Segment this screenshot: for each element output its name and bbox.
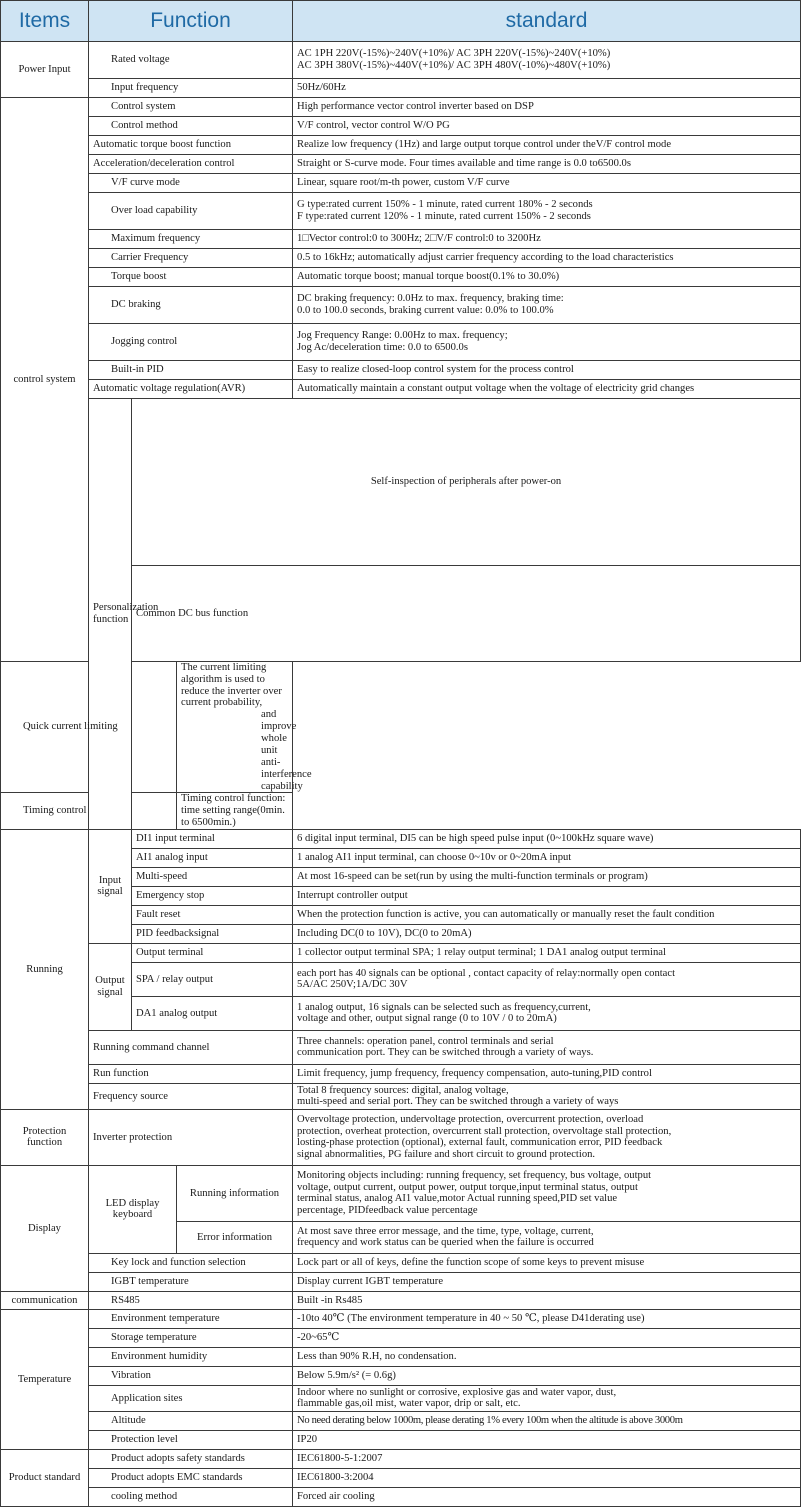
function-multi-speed: Multi-speed bbox=[132, 867, 293, 886]
standard-max-freq: 1□Vector control:0 to 300Hz; 2□V/F control:0 to 3200Hz bbox=[293, 230, 801, 249]
table-row bbox=[1, 230, 801, 249]
header-row bbox=[1, 1, 801, 42]
standard-inverter-protection: Overvoltage protection, undervoltage protection, overcurrent protection, overload protection, overheat protection, overcurrent stall protection, overvoltage stall protection, losting-phase protection (optional), external fault, communication error, PID feedback signal abnormalities, PG failure and short circuit to ground protection. bbox=[293, 1109, 801, 1165]
function-ai1: AI1 analog input bbox=[132, 848, 293, 867]
function-app-sites: Application sites bbox=[89, 1385, 293, 1411]
standard-ai1: 1 analog AI1 input terminal, can choose 0~10v or 0~20mA input bbox=[293, 848, 801, 867]
standard-pid: Easy to realize closed-loop control system for the process control bbox=[293, 361, 801, 380]
standard-app-sites: Indoor where no sunlight or corrosive, explosive gas and water vapor, dust, flammable gas,oil mist, water vapor, drip or salt, etc. bbox=[293, 1385, 801, 1411]
category-temperature: Temperature bbox=[1, 1309, 89, 1449]
standard-run-cmd: Three channels: operation panel, control terminals and serial communication port. They can be switched through a variety of ways. bbox=[293, 1030, 801, 1064]
table-row bbox=[1, 1083, 801, 1109]
standard-cooling: Forced air cooling bbox=[293, 1487, 801, 1506]
standard-carrier-freq: 0.5 to 16kHz; automatically adjust carrier frequency according to the load characteristics bbox=[293, 249, 801, 268]
function-accel-decel: Acceleration/deceleration control bbox=[89, 155, 293, 174]
table-row bbox=[1, 98, 801, 117]
standard-control-system: High performance vector control inverter based on DSP bbox=[293, 98, 801, 117]
table-row bbox=[1, 1064, 801, 1083]
function-inverter-protection: Inverter protection bbox=[89, 1109, 293, 1165]
standard-error-info: At most save three error message, and the time, type, voltage, current, frequency and work status can be queried when the failure is occurred bbox=[293, 1221, 801, 1253]
function-jogging: Jogging control bbox=[89, 324, 293, 361]
function-error-info: Error information bbox=[177, 1221, 293, 1253]
standard-quick-current: The current limiting algorithm is used to reduce the inverter over current probability, and improve whole unit anti-interference capability bbox=[177, 661, 293, 792]
table-row bbox=[1, 42, 801, 79]
standard-timing: Timing control function: time setting range(0min. to 6500min.) bbox=[177, 793, 293, 830]
table-row bbox=[1, 1347, 801, 1366]
standard-run-function: Limit frequency, jump frequency, frequency compensation, auto-tuning,PID control bbox=[293, 1064, 801, 1083]
standard-spa-relay: each port has 40 signals can be optional , contact capacity of relay:normally open contact 5A/AC 250V;1A/DC 30V bbox=[293, 962, 801, 996]
table-row bbox=[1, 193, 801, 230]
standard-da1: 1 analog output, 16 signals can be selected such as frequency,current, voltage and other, output signal range (0 to 10V / 0 to 20mA) bbox=[293, 996, 801, 1030]
table-row bbox=[1, 1449, 801, 1468]
table-row bbox=[1, 174, 801, 193]
function-header: Function bbox=[89, 1, 293, 42]
function-vf-curve: V/F curve mode bbox=[89, 174, 293, 193]
standard-input-frequency: 50Hz/60Hz bbox=[293, 79, 801, 98]
table-row bbox=[1, 1385, 801, 1411]
function-emergency: Emergency stop bbox=[132, 886, 293, 905]
items-header: Items bbox=[1, 1, 89, 42]
function-quick-current: Quick current limiting bbox=[1, 661, 177, 792]
category-display: Display bbox=[1, 1165, 89, 1291]
table-row bbox=[1, 1309, 801, 1328]
function-timing: Timing control bbox=[1, 793, 177, 830]
function-carrier-freq: Carrier Frequency bbox=[89, 249, 293, 268]
table-row bbox=[1, 1165, 801, 1221]
function-da1: DA1 analog output bbox=[132, 996, 293, 1030]
standard-fault-reset: When the protection function is active, you can automatically or manually reset the fault condition bbox=[293, 905, 801, 924]
function-run-function: Run function bbox=[89, 1064, 293, 1083]
table-row bbox=[1, 1272, 801, 1291]
function-vibration: Vibration bbox=[89, 1366, 293, 1385]
function-torque-boost-fn: Automatic torque boost function bbox=[89, 136, 293, 155]
function-cooling: cooling method bbox=[89, 1487, 293, 1506]
function-fault-reset: Fault reset bbox=[132, 905, 293, 924]
group-led-display: LED display keyboard bbox=[89, 1165, 177, 1253]
standard-env-humidity: Less than 90% R.H, no condensation. bbox=[293, 1347, 801, 1366]
function-avr: Automatic voltage regulation(AVR) bbox=[89, 380, 293, 399]
standard-emc-std: IEC61800-3:2004 bbox=[293, 1468, 801, 1487]
category-product-standard: Product standard bbox=[1, 1449, 89, 1506]
table-row bbox=[1, 1291, 801, 1309]
table-row bbox=[1, 1109, 801, 1165]
standard-accel-decel: Straight or S-curve mode. Four times available and time range is 0.0 to6500.0s bbox=[293, 155, 801, 174]
function-igbt: IGBT temperature bbox=[89, 1272, 293, 1291]
standard-torque-boost-fn: Realize low frequency (1Hz) and large output torque control under theV/F control mode bbox=[293, 136, 801, 155]
table-row bbox=[1, 287, 801, 324]
table-row bbox=[1, 361, 801, 380]
table-row bbox=[1, 117, 801, 136]
function-key-lock: Key lock and function selection bbox=[89, 1253, 293, 1272]
function-env-temp: Environment temperature bbox=[89, 1309, 293, 1328]
table-row bbox=[1, 155, 801, 174]
standard-running-info: Monitoring objects including: running frequency, set frequency, bus voltage, output voltage, output current, output power, output torque,input terminal status, output terminal status, analog AI1 value,motor Actual running speed,PID set value percentage, PIDfeedback value percentage bbox=[293, 1165, 801, 1221]
standard-rs485: Built -in Rs485 bbox=[293, 1291, 801, 1309]
function-rated-voltage: Rated voltage bbox=[89, 42, 293, 79]
standard-multi-speed: At most 16-speed can be set(run by using the multi-function terminals or program) bbox=[293, 867, 801, 886]
function-spa-relay: SPA / relay output bbox=[132, 962, 293, 996]
standard-altitude: No need derating below 1000m, please derating 1% every 100m when the altitude is above 3000m bbox=[293, 1411, 801, 1430]
standard-control-method: V/F control, vector control W/O PG bbox=[293, 117, 801, 136]
standard-safety-std: IEC61800-5-1:2007 bbox=[293, 1449, 801, 1468]
function-emc-std: Product adopts EMC standards bbox=[89, 1468, 293, 1487]
standard-env-temp: -10to 40℃ (The environment temperature in 40 ~ 50 ℃, please D41derating use) bbox=[293, 1309, 801, 1328]
category-communication: communication bbox=[1, 1291, 89, 1309]
standard-vibration: Below 5.9m/s² (= 0.6g) bbox=[293, 1366, 801, 1385]
standard-header: standard bbox=[293, 1, 801, 42]
function-control-system: Control system bbox=[89, 98, 293, 117]
function-self-inspection: Self-inspection of peripherals after power-on bbox=[132, 399, 801, 566]
standard-storage-temp: -20~65℃ bbox=[293, 1328, 801, 1347]
standard-output-terminal: 1 collector output terminal SPA; 1 relay output terminal; 1 DA1 analog output terminal bbox=[293, 943, 801, 962]
table-row bbox=[1, 249, 801, 268]
standard-emergency: Interrupt controller output bbox=[293, 886, 801, 905]
category-protection: Protection function bbox=[1, 1109, 89, 1165]
table-row bbox=[1, 1411, 801, 1430]
function-storage-temp: Storage temperature bbox=[89, 1328, 293, 1347]
table-row bbox=[1, 399, 801, 566]
function-rs485: RS485 bbox=[89, 1291, 293, 1309]
function-protection-level: Protection level bbox=[89, 1430, 293, 1449]
table-row bbox=[1, 1030, 801, 1064]
table-row bbox=[1, 829, 801, 848]
table-row bbox=[1, 793, 801, 830]
table-row bbox=[1, 661, 801, 792]
function-dc-braking: DC braking bbox=[89, 287, 293, 324]
table-row bbox=[1, 324, 801, 361]
table-row bbox=[1, 380, 801, 399]
standard-vf-curve: Linear, square root/m-th power, custom V/F curve bbox=[293, 174, 801, 193]
function-max-freq: Maximum frequency bbox=[89, 230, 293, 249]
table-row bbox=[1, 1328, 801, 1347]
function-running-info: Running information bbox=[177, 1165, 293, 1221]
function-output-terminal: Output terminal bbox=[132, 943, 293, 962]
standard-torque-boost: Automatic torque boost; manual torque boost(0.1% to 30.0%) bbox=[293, 268, 801, 287]
function-common-dc: Common DC bus function bbox=[132, 566, 801, 662]
category-running: Running bbox=[1, 829, 89, 1109]
standard-protection-level: IP20 bbox=[293, 1430, 801, 1449]
category-personalization: Personalization function bbox=[89, 399, 132, 830]
standard-di1: 6 digital input terminal, DI5 can be high speed pulse input (0~100kHz square wave) bbox=[293, 829, 801, 848]
table-row bbox=[1, 268, 801, 287]
function-pid: Built-in PID bbox=[89, 361, 293, 380]
standard-key-lock: Lock part or all of keys, define the function scope of some keys to prevent misuse bbox=[293, 1253, 801, 1272]
function-torque-boost: Torque boost bbox=[89, 268, 293, 287]
category-control-system: control system bbox=[1, 98, 89, 662]
group-input-signal: Input signal bbox=[89, 829, 132, 943]
standard-dc-braking: DC braking frequency: 0.0Hz to max. frequency, braking time: 0.0 to 100.0 seconds, braking current value: 0.0% to 100.0% bbox=[293, 287, 801, 324]
function-env-humidity: Environment humidity bbox=[89, 1347, 293, 1366]
table-row bbox=[1, 136, 801, 155]
table-row bbox=[1, 1253, 801, 1272]
function-control-method: Control method bbox=[89, 117, 293, 136]
function-di1: DI1 input terminal bbox=[132, 829, 293, 848]
table-row bbox=[1, 1366, 801, 1385]
table-row bbox=[1, 1430, 801, 1449]
function-input-frequency: Input frequency bbox=[89, 79, 293, 98]
table-row bbox=[1, 79, 801, 98]
standard-jogging: Jog Frequency Range: 0.00Hz to max. frequency; Jog Ac/deceleration time: 0.0 to 6500.0s bbox=[293, 324, 801, 361]
table-row bbox=[1, 943, 801, 962]
function-altitude: Altitude bbox=[89, 1411, 293, 1430]
function-overload: Over load capability bbox=[89, 193, 293, 230]
standard-pid-feedback: Including DC(0 to 10V), DC(0 to 20mA) bbox=[293, 924, 801, 943]
standard-freq-source: Total 8 frequency sources: digital, analog voltage, multi-speed and serial port. They can be switched through a variety of ways bbox=[293, 1083, 801, 1109]
table-row bbox=[1, 1468, 801, 1487]
standard-overload: G type:rated current 150% - 1 minute, rated current 180% - 2 seconds F type:rated current 120% - 1 minute, rated current 150% - 2 seconds bbox=[293, 193, 801, 230]
standard-igbt: Display current IGBT temperature bbox=[293, 1272, 801, 1291]
standard-rated-voltage: AC 1PH 220V(-15%)~240V(+10%)/ AC 3PH 220V(-15%)~240V(+10%) AC 3PH 380V(-15%)~440V(+10%)/ AC 3PH 480V(-10%)~480V(+10%) bbox=[293, 42, 801, 79]
table-row bbox=[1, 1487, 801, 1506]
function-run-cmd: Running command channel bbox=[89, 1030, 293, 1064]
group-output-signal: Output signal bbox=[89, 943, 132, 1030]
function-safety-std: Product adopts safety standards bbox=[89, 1449, 293, 1468]
category-power-input: Power Input bbox=[1, 42, 89, 98]
function-freq-source: Frequency source bbox=[89, 1083, 293, 1109]
function-pid-feedback: PID feedbacksignal bbox=[132, 924, 293, 943]
standard-avr: Automatically maintain a constant output voltage when the voltage of electricity grid changes bbox=[293, 380, 801, 399]
